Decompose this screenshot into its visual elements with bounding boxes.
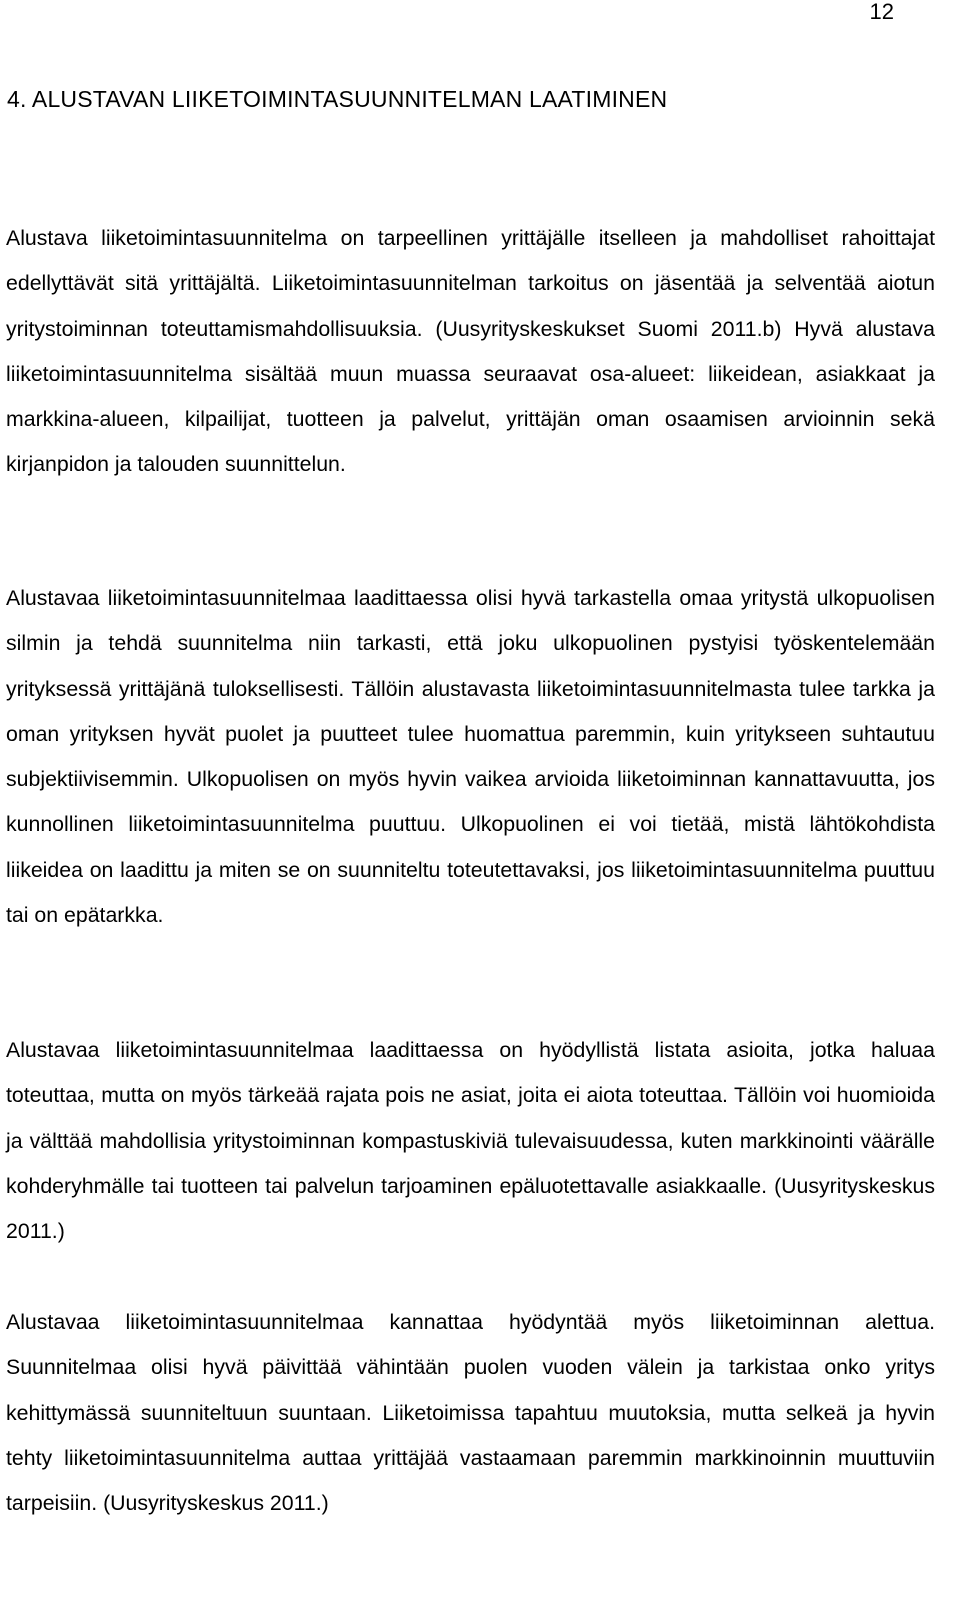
- paragraph-3-block: [6, 1028, 935, 1254]
- paragraph-1-block: [6, 216, 935, 488]
- paragraph-2-block: [6, 576, 935, 938]
- page-number: 12: [869, 0, 894, 24]
- paragraph: Alustava liiketoimintasuunnitelma on tarpeellinen yrittäjälle itselleen ja mahdolliset rahoittajat edellyttävät sitä yrittäjältä. Liiketoimintasuunnitelman tarkoitus on jäsentää ja selventää aiotun yritystoiminnan toteuttamismahdollisuuksia. (Uusyrityskeskukset Suomi 2011.b) Hyvä alustava liiketoimintasuunnitelma sisältää muun muassa seuraavat osa-alueet: liikeidean, asiakkaat ja markkina-alueen, kilpailijat, tuotteen ja palvelut, yrittäjän oman osaamisen arvioinnin sekä kirjanpidon ja talouden suunnittelun.: [6, 226, 935, 477]
- paragraph: Alustavaa liiketoimintasuunnitelmaa kannattaa hyödyntää myös liiketoiminnan alettua. Suunnitelmaa olisi hyvä päivittää vähintään puolen vuoden välein ja tarkistaa onko yritys kehittymässä suunniteltuun suuntaan. Liiketoimissa tapahtuu muutoksia, mutta selkeä ja hyvin tehty liiketoimintasuunnitelma auttaa yrittäjää vastaamaan paremmin markkinoinnin muuttuviin tarpeisiin. (Uusyrityskeskus 2011.): [6, 1310, 935, 1516]
- paragraph: Alustavaa liiketoimintasuunnitelmaa laadittaessa olisi hyvä tarkastella omaa yritystä ulkopuolisen silmin ja tehdä suunnitelma niin tarkasti, että joku ulkopuolinen pystyisi työskentelemään yrityksessä yrittäjänä tuloksellisesti. Tällöin alustavasta liiketoimintasuunnitelmasta tulee tarkka ja oman yrityksen hyvät puolet ja puutteet tulee huomattua paremmin, kuin yritykseen suhtautuu subjektiivisemmin. Ulkopuolisen on myös hyvin vaikea arvioida liiketoiminnan kannattavuutta, jos kunnollinen liiketoimintasuunnitelma puuttuu. Ulkopuolinen ei voi tietää, mistä lähtökohdista liikeidea on laadittu ja miten se on suunniteltu toteutettavaksi, jos liiketoimintasuunnitelma puuttuu tai on epätarkka.: [6, 586, 935, 928]
- paragraph: Alustavaa liiketoimintasuunnitelmaa laadittaessa on hyödyllistä listata asioita, jotka haluaa toteuttaa, mutta on myös tärkeää rajata pois ne asiat, joita ei aiota toteuttaa. Tällöin voi huomioida ja välttää mahdollisia yritystoiminnan kompastuskiviä tulevaisuudessa, kuten markkinointi väärälle kohderyhmälle tai tuotteen tai palvelun tarjoaminen epäluotettavalle asiakkaalle. (Uusyrityskeskus 2011.): [6, 1038, 935, 1244]
- chapter-heading: 4. ALUSTAVAN LIIKETOIMINTASUUNNITELMAN LAATIMINEN: [7, 86, 668, 112]
- paragraph-4-block: [6, 1300, 935, 1526]
